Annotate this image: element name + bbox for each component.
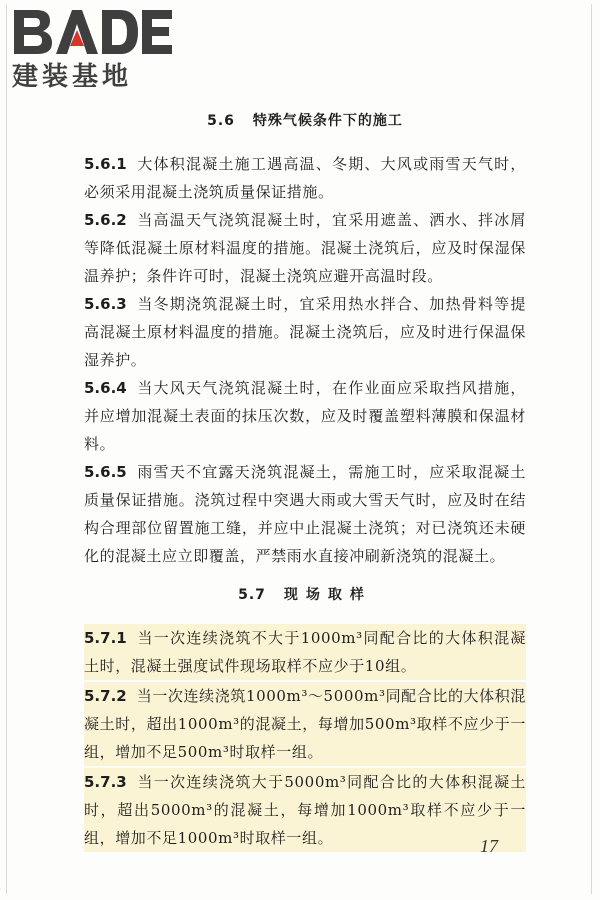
clause-number: 5.6.3 <box>84 295 127 313</box>
bade-wordmark-icon <box>10 6 175 58</box>
clause-text: 当高温天气浇筑混凝土时，宜采用遮盖、洒水、拌冰屑等降低混凝土原材料温度的措施。混凝土浇筑后，应及时保湿保温养护；条件许可时，混凝土浇筑应避开高温时段。 <box>84 211 526 285</box>
bade-logo <box>10 6 180 93</box>
clause-5-6-1 <box>84 150 526 206</box>
clause-5-7-2 <box>84 682 526 766</box>
section-number: 5.7 <box>238 587 266 603</box>
clause-text: 当一次连续浇筑1000m³～5000m³同配合比的大体积混凝土时，超出1000m³的混凝土，每增加500m³取样不应少于一组，增加不足500m³时取样一组。 <box>84 687 526 761</box>
logo-chinese-text: 建装基地 <box>12 62 133 92</box>
document-body <box>84 110 526 854</box>
clause-text: 大体积混凝土施工遇高温、冬期、大风或雨雪天气时，必须采用混凝土浇筑质量保证措施。 <box>84 155 526 201</box>
clause-number: 5.7.1 <box>84 629 127 647</box>
clause-5-6-5 <box>84 458 526 570</box>
clause-text: 当大风天气浇筑混凝土时，在作业面应采取挡风措施，并应增加混凝土表面的抹压次数，应及时覆盖塑料薄膜和保温材料。 <box>84 379 526 453</box>
clause-5-7-3 <box>84 768 526 852</box>
clause-text: 当冬期浇筑混凝土时，宜采用热水拌合、加热骨料等提高混凝土原材料温度的措施。混凝土浇筑后，应及时进行保温保湿养护。 <box>84 295 526 369</box>
highlighted-clauses <box>84 624 526 852</box>
clause-number: 5.7.3 <box>84 773 127 791</box>
clause-text: 雨雪天不宜露天浇筑混凝土，需施工时，应采取混凝土质量保证措施。浇筑过程中突遇大雨或大雪天气时，应及时在结构合理部位留置施工缝，并应中止混凝土浇筑；对已浇筑还未硬化的混凝土应立即覆盖，严禁雨水直接冲刷新浇筑的混凝土。 <box>84 463 526 565</box>
clause-5-6-4 <box>84 374 526 458</box>
clause-5-7-1 <box>84 624 526 680</box>
section-heading-5-7 <box>84 584 526 604</box>
clause-number: 5.6.1 <box>84 155 127 173</box>
clause-5-6-3 <box>84 290 526 374</box>
page-number: 17 <box>480 836 498 856</box>
clause-number: 5.6.5 <box>84 463 127 481</box>
clause-5-6-2 <box>84 206 526 290</box>
section-title: 现场取样 <box>283 587 372 603</box>
clause-text: 当一次连续浇筑不大于1000m³同配合比的大体积混凝土时，混凝土强度试件现场取样不应少于10组。 <box>84 629 526 675</box>
section-heading-5-6 <box>84 110 526 130</box>
section-number: 5.6 <box>207 113 235 129</box>
clause-number: 5.7.2 <box>84 687 127 705</box>
section-title: 特殊气候条件下的施工 <box>252 113 403 129</box>
clause-number: 5.6.2 <box>84 211 127 229</box>
clause-text: 当一次连续浇筑大于5000m³同配合比的大体积混凝土时，超出5000m³的混凝土，每增加1000m³取样不应少于一组，增加不足1000m³时取样一组。 <box>84 773 526 847</box>
clause-number: 5.6.4 <box>84 379 127 397</box>
spacer <box>84 570 526 584</box>
